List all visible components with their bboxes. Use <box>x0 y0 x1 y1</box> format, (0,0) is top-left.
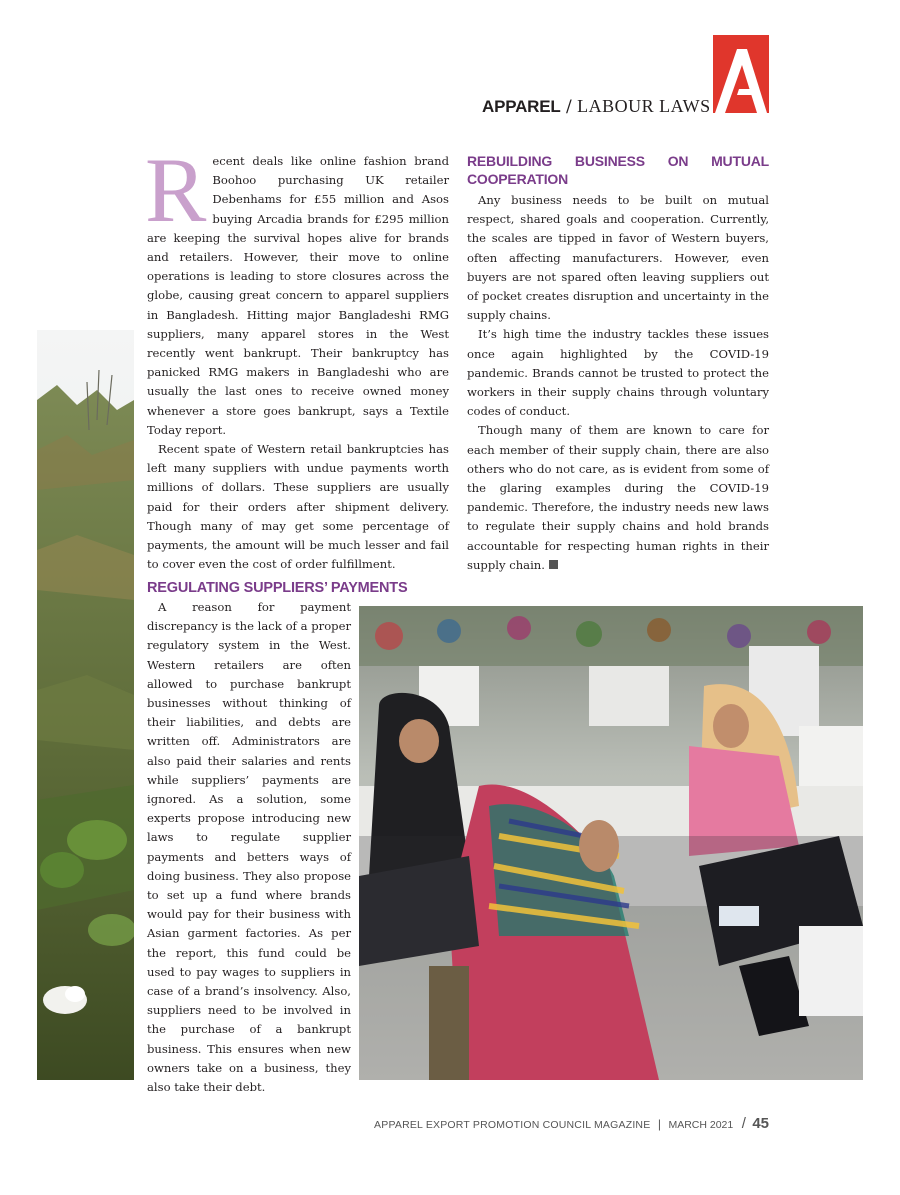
end-mark-icon <box>549 560 558 569</box>
article-intro-paragraph <box>145 139 449 440</box>
logo-a-icon <box>713 35 769 113</box>
section-header <box>482 96 711 117</box>
section-kicker: APPAREL <box>482 97 561 116</box>
cotton-field-photo <box>37 330 134 1080</box>
footer-date: MARCH 2021 <box>668 1119 734 1131</box>
section-separator: / <box>565 97 572 117</box>
page-footer <box>374 1115 769 1133</box>
magazine-logo <box>713 35 769 113</box>
article-paragraph: Any business needs to be built on mutual respect, shared goals and cooperation. Currently, the scales are tipped in favor of Western buyers, often affecting manufacturers. However, even buyers are not spared often leaving suppliers out of pocket creates disruption and uncertainty in the supply chains. <box>467 193 769 323</box>
article-column-2 <box>467 152 769 575</box>
footer-magazine-name: APPAREL EXPORT PROMOTION COUNCIL MAGAZINE <box>374 1119 651 1131</box>
article-paragraph: Recent spate of Western retail bankruptcies has left many suppliers with undue payments worth millions of dollars. These suppliers are usually paid for their orders after shipment delivery. Though many of may get some percentage of payments, the amount will be much lesser and fail to cover even the cost of order fulfillment. <box>147 442 449 572</box>
article-paragraph: A reason for payment discrepancy is the lack of a proper regulatory system in the West. Western retailers are often allowed to purchase bankrupt businesses without thinking of their liabilities, and debts are written off. Administrators are also paid their salaries and rents while suppliers’ payments are ignored. As a solution, some experts propose introducing new laws to regulate supplier payments and betters ways of doing business. They also propose to set up a fund where brands would pay for their business with Asian garment factories. As per the report, this fund could be used to pay wages to suppliers in case of a brand’s insolvency. Also, suppliers need to be involved in the purchase of a bankrupt business. This ensures when new owners take on a business, they also take their debt. <box>147 600 351 1095</box>
article-column-3 <box>147 598 351 1097</box>
article-paragraph: It’s high time the industry tackles these issues once again highlighted by the COVID-19 pandemic. Brands cannot be trusted to protect the workers in their supply chains through voluntary codes of conduct. <box>467 327 769 419</box>
drop-cap: R <box>145 139 207 241</box>
paragraph-text: Though many of them are known to care for each member of their supply chain, there are also others who do not care, as is evident from some of the glaring examples during the COVID-19 pandemic. Therefore, the industry needs new laws to regulate their supply chains and hold brands accountable for respecting human rights in their supply chain. <box>467 423 769 572</box>
footer-slash: / <box>741 1115 746 1132</box>
subhead-regulating: REGULATING SUPPLIERS’ PAYMENTS <box>147 580 408 596</box>
page-number: 45 <box>752 1115 769 1132</box>
article-column-1 <box>145 139 449 574</box>
intro-text: ecent deals like online fashion brand Boohoo purchasing UK retailer Debenhams for £55 million and Asos buying Arcadia brands for £295 million are keeping the survival hopes alive for brands and retailers. However, their move to online operations is leading to store closures across the globe, causing great concern to apparel suppliers in Bangladesh. Hitting major Bangladeshi RMG suppliers, many apparel stores in the West recently went bankrupt. Their bankruptcy has panicked RMG makers in Bangladeshi who are usually the last ones to receive owned money whenever a store goes bankrupt, says a Textile Today report. <box>147 154 449 437</box>
article-paragraph <box>467 421 769 575</box>
garment-factory-photo <box>359 606 863 1080</box>
subhead-rebuilding: REBUILDING BUSINESS ON MUTUAL COOPERATION <box>467 153 769 187</box>
section-subsection: LABOUR LAWS <box>577 96 711 116</box>
footer-divider: | <box>657 1117 661 1131</box>
